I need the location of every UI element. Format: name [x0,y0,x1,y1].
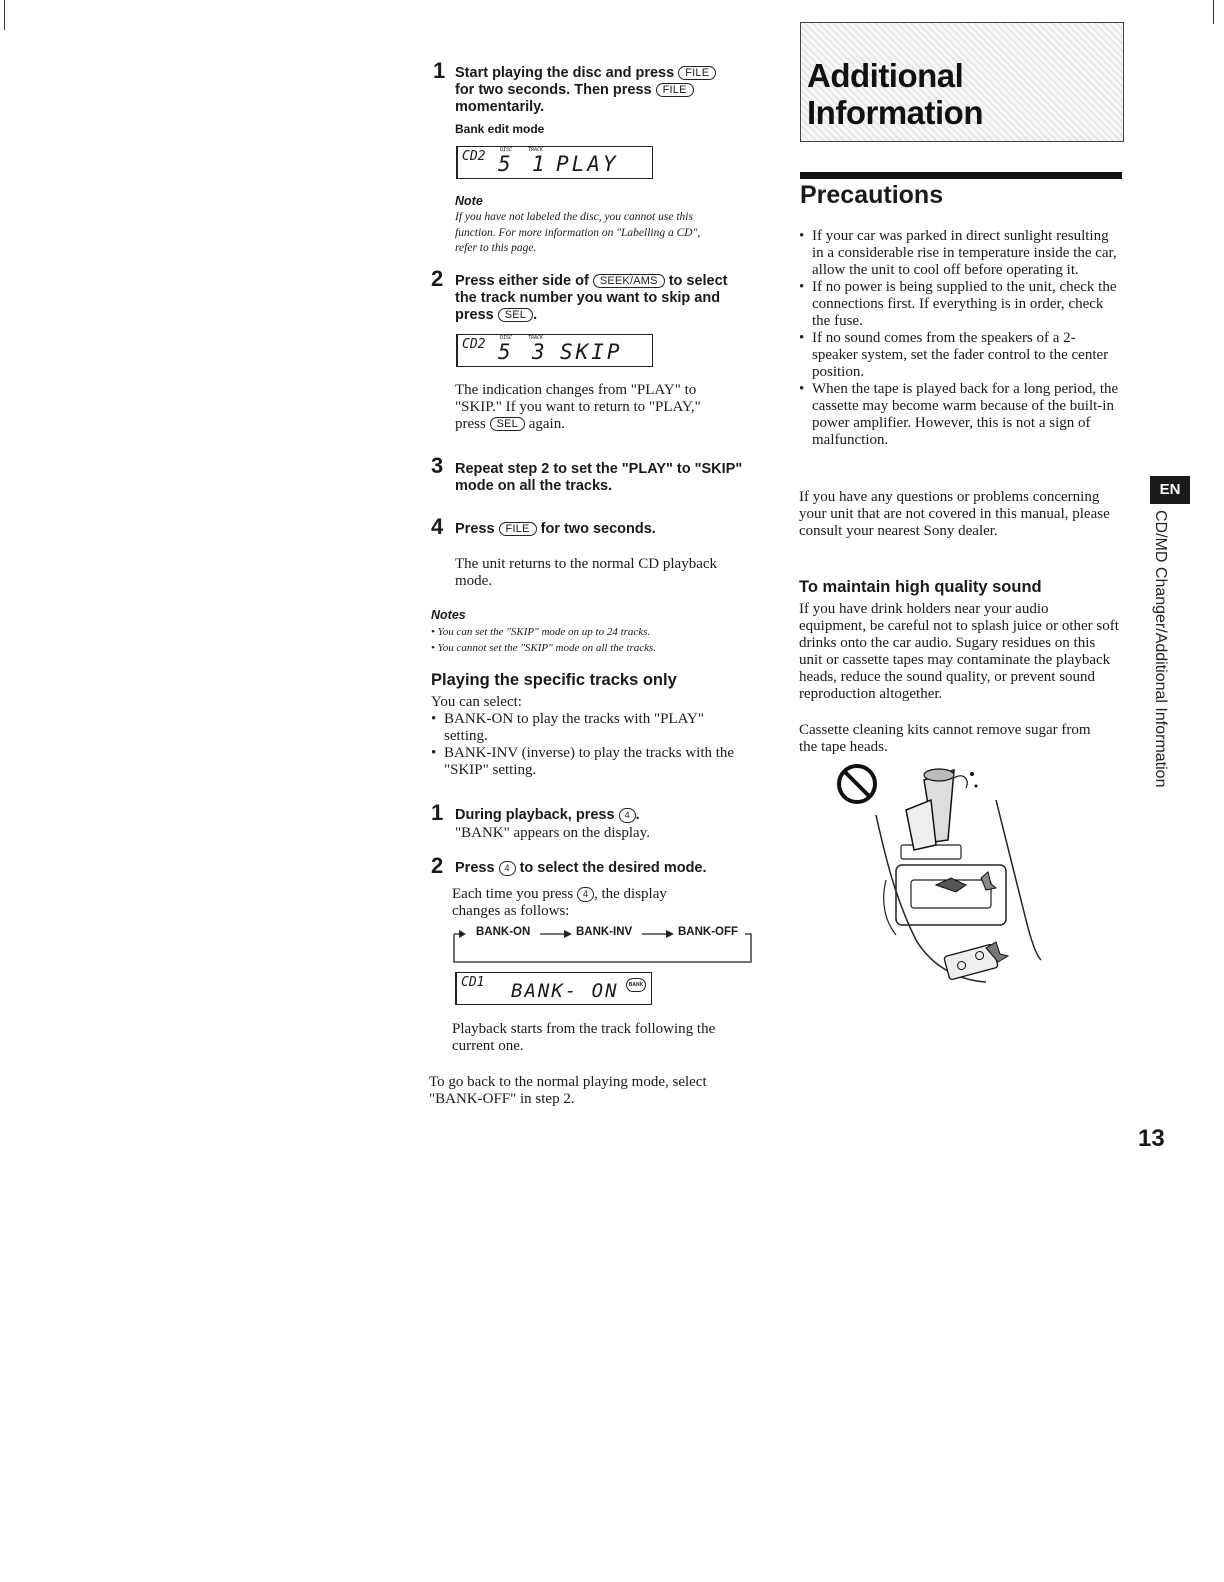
language-tab: EN [1150,476,1190,504]
lcd-mode-word: SKIP [560,340,623,364]
step-3-line-2: mode on all the tracks. [455,478,613,494]
step-1-line-2: for two seconds. Then press [455,82,652,98]
lcd-disc-number: 5 [498,152,514,176]
banner-line: Additional [807,57,964,94]
lcd-display-play [456,146,653,179]
note-line: function. For more information on "Labelling a CD", [455,226,701,239]
notes-item-text: You cannot set the "SKIP" mode on all the tracks. [437,642,657,654]
scan-edge-mark [4,0,5,30]
you-can-select: You can select: [431,694,522,710]
lcd-mode-word: PLAY [556,152,619,176]
lcd-disc-label: CD2 [462,337,486,352]
step-2-text: Press either side of SEEK/AMS to select the track number you want to skip and press SEL . [455,273,728,323]
unit-returns-line: The unit returns to the normal CD playback [455,556,718,572]
playback-line: Playback starts from the track following the [452,1021,716,1037]
lcd-display-skip [456,334,653,367]
lcd-disc-label: CD1 [461,975,485,990]
bank-indicator-icon: BANK [626,978,646,992]
lcd-small-label: TRACK [528,335,544,341]
step-1-number: 1 [433,58,446,83]
each-time-line: changes as follows: [452,903,570,919]
button-4-icon: 4 [499,861,516,876]
lcd-disc-number: 5 [498,340,514,364]
step-4-pre: Press [455,521,495,537]
indication-line: "SKIP." If you want to return to "PLAY," [455,399,701,415]
select-list [431,711,751,779]
section-title-specific-tracks: Playing the specific tracks only [431,671,677,689]
banner-title [807,57,983,131]
button-4-icon: 4 [619,808,636,823]
precaution-item: • If no sound comes from the speakers of a 2-speaker system, set the fader control to the center position. [799,330,1119,381]
step-2-line-1: ress either side of [464,273,589,289]
each-time-line: , the display [593,886,667,902]
maintain-title: To maintain high quality sound [799,578,1042,596]
note-text [455,210,755,257]
step-2-line-2: the track number you want to skip and [455,290,721,306]
seek-ams-button-icon: SEEK/AMS [593,274,665,288]
precautions-rule [800,172,1122,179]
sel-button-icon: SEL [498,308,533,322]
precaution-item: • When the tape is played back for a long period, the cassette may become warm because of the built-in power amplifier. However, this is not a sign of malfunction. [799,381,1119,449]
step-b2-text [455,860,755,877]
lcd-track-number: 3 [532,340,548,364]
indication-paragraph [455,382,755,433]
notes-item: • You cannot set the "SKIP" mode on all the tracks. [431,642,657,654]
step-b2-post: to select the desired mode. [519,860,707,876]
precautions-list [799,228,1119,449]
flow-bank-on: BANK-ON [476,926,531,938]
step-b1-pre: During playback, press [455,807,615,823]
note-line: If you have not labeled the disc, you cannot use this [455,211,693,223]
flow-bank-inv: BANK-INV [576,926,633,938]
step-4-text [455,521,755,538]
unit-returns-line: mode. [455,573,493,589]
note-heading: Note [455,194,483,208]
playback-line: current one. [452,1038,524,1054]
notes-heading: Notes [431,608,466,622]
bank-appears: "BANK" appears on the display. [455,825,650,841]
precaution-item: • If your car was parked in direct sunlight resulting in a considerable rise in temperature inside the car, allow the unit to cool off before operating it. [799,228,1119,279]
select-item: • BANK-ON to play the tracks with "PLAY" setting. [431,711,751,745]
banner-line: Information [807,94,983,131]
step-4-number: 4 [431,514,444,539]
step-4-post: for two seconds. [540,521,656,537]
precaution-item: • If no power is being supplied to the unit, check the connections first. If everything is in order, check the fuse. [799,279,1119,330]
notes-item-text: You can set the "SKIP" mode on up to 24 tracks. [437,626,651,638]
lcd-display-bank-on [455,972,652,1005]
select-item: • BANK-INV (inverse) to play the tracks with the "SKIP" setting. [431,745,751,779]
questions-paragraph: If you have any questions or problems concerning your unit that are not covered in this manual, please consult your nearest Sony dealer. [799,489,1110,539]
button-4-icon: 4 [577,887,594,902]
indication-line: again. [528,416,565,432]
lcd-disc-label: CD2 [462,149,486,164]
bank-mode-cycle-diagram [452,924,754,964]
bank-edit-label: Bank edit mode [455,122,545,136]
each-time-line: Each time you press [452,886,574,902]
file-button-icon: FILE [499,522,537,536]
section-banner [800,22,1124,142]
file-button-icon: FILE [678,66,716,80]
step-3-number: 3 [431,453,444,478]
step-2-number: 2 [431,266,444,291]
go-back-paragraph [429,1074,759,1108]
note-line: refer to this page. [455,242,537,254]
indication-line: The indication changes from "PLAY" to [455,382,697,398]
step-1-line-1: Start playing the disc and press [455,65,675,81]
go-back-line: "BANK-OFF" in step 2. [429,1091,575,1107]
step-3-line-1: Repeat step 2 to set the "PLAY" to "SKIP" [455,461,743,477]
step-1-line-3: momentarily. [455,99,545,115]
lcd-mode-word: BANK- ON [511,980,619,1002]
go-back-line: To go back to the normal playing mode, select [429,1074,707,1090]
playback-starts-paragraph [452,1021,762,1055]
maintain-paragraph: If you have drink holders near your audio equipment, be careful not to splash juice or other soft drinks onto the car audio. Sugary residues on this unit or cassette tapes may contaminate the playback heads, reduce the sound quality, or prevent sound reproduction altogether. [799,601,1119,702]
page-number: 13 [1138,1125,1165,1152]
prohibition-icon [839,766,875,802]
vertical-section-label: CD/MD Changer/Additional Information [1152,510,1169,788]
lcd-small-label: DISC [500,147,513,153]
file-button-icon: FILE [656,83,694,97]
step-3-text [455,461,765,495]
drink-spill-illustration [836,760,1046,990]
step-2-line-1-end: to select [668,273,728,289]
scan-edge-mark [1213,0,1214,24]
unit-returns-paragraph [455,556,765,590]
notes-list [431,624,761,656]
step-b2-pre: Press [455,860,495,876]
step-b2-number: 2 [431,853,444,878]
step-2-initial: P [455,273,465,289]
sel-button-icon: SEL [490,417,525,431]
lcd-small-label: DISC [500,335,513,341]
step-b1-text: During playback, press 4 . [455,807,640,823]
lcd-small-label: TRACK [528,147,544,153]
indication-press: press [455,416,486,432]
precautions-title: Precautions [800,181,944,209]
cassette-paragraph: Cassette cleaning kits cannot remove sugar from the tape heads. [799,722,1091,755]
step-b1-number: 1 [431,800,444,825]
vertical-section-label-wrap [1150,510,1170,800]
flow-bank-off: BANK-OFF [678,926,739,938]
each-time-paragraph [452,886,752,920]
lcd-track-number: 1 [532,152,548,176]
step-1-text [455,65,755,116]
step-2-line-3: press [455,307,494,323]
notes-item: • You can set the "SKIP" mode on up to 24 tracks. [431,626,651,638]
